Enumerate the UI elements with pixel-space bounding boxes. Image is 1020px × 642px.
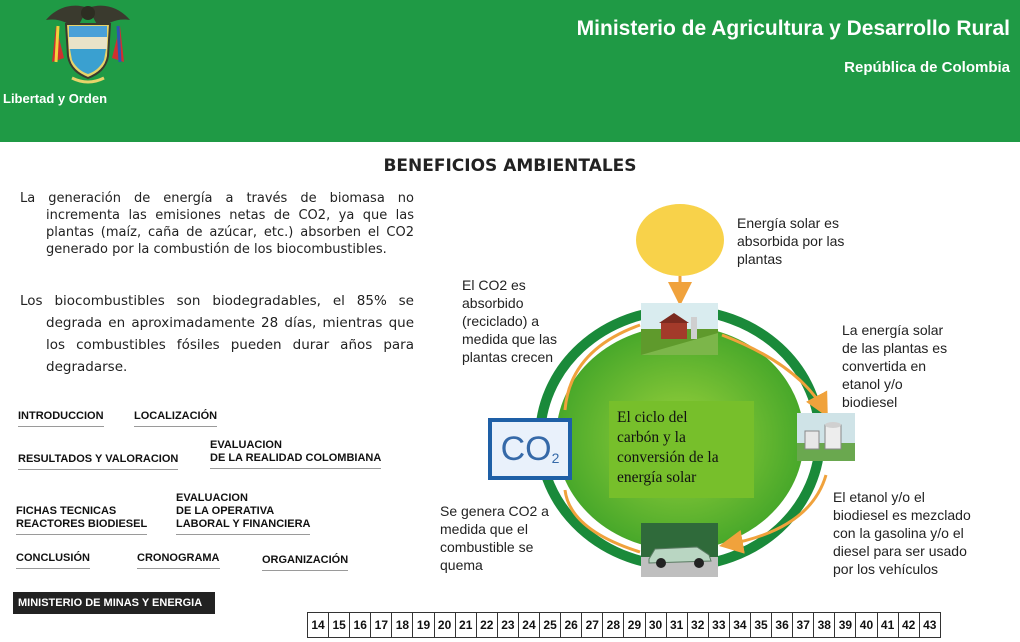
page-number-link[interactable]: 26 — [560, 612, 582, 638]
label-line: quema — [440, 557, 483, 573]
page-number-link[interactable]: 34 — [729, 612, 751, 638]
page-number-link[interactable]: 25 — [539, 612, 561, 638]
sun-circle — [636, 204, 724, 276]
nav-label: EVALUACION — [176, 492, 248, 504]
page-number-strip — [308, 612, 941, 638]
page-number-link[interactable]: 29 — [623, 612, 645, 638]
label-line: (reciclado) a — [462, 313, 540, 329]
page-number-link[interactable]: 19 — [412, 612, 434, 638]
header-banner — [0, 0, 1020, 142]
label-line: biodiesel es mezclado — [833, 507, 971, 523]
center-line: conversión de la — [617, 449, 719, 466]
label-line: medida que el — [440, 521, 528, 537]
label-line: biodiesel — [842, 394, 898, 410]
page-number-link[interactable]: 16 — [349, 612, 371, 638]
coat-of-arms-icon — [42, 2, 134, 84]
label-line: absorbido — [462, 295, 524, 311]
page-number-link[interactable]: 20 — [434, 612, 456, 638]
label-line: con la gasolina y/o el — [833, 525, 964, 541]
page-number-link[interactable]: 41 — [877, 612, 899, 638]
page-number-link[interactable]: 35 — [750, 612, 772, 638]
label-line: convertida en — [842, 358, 927, 374]
page-number-link[interactable]: 32 — [687, 612, 709, 638]
label-co2-generated — [440, 502, 549, 574]
label-line: Se genera CO2 a — [440, 503, 549, 519]
label-line: Energía solar es — [737, 215, 839, 231]
label-solar — [737, 214, 844, 268]
page-number-link[interactable]: 17 — [370, 612, 392, 638]
refinery-image — [797, 413, 855, 461]
label-line: combustible se — [440, 539, 534, 555]
republic-subtitle: República de Colombia — [844, 59, 1010, 76]
label-line: absorbida por las — [737, 233, 845, 249]
nav-label: LABORAL Y FINANCIERA — [176, 518, 311, 530]
label-ethanol-mixed — [833, 488, 971, 578]
page-number-link[interactable]: 31 — [666, 612, 688, 638]
page-number-link[interactable]: 38 — [813, 612, 835, 638]
center-line: energía solar — [617, 469, 697, 486]
label-line: La energía solar — [842, 322, 944, 338]
label-line: diesel para ser usado — [833, 543, 967, 559]
co2-badge-sub: 2 — [551, 450, 560, 466]
nav-localizacion[interactable]: LOCALIZACIÓN — [134, 410, 217, 427]
paragraph-biodegradable: Los biocombustibles son biodegradables, el 85% se degrada en aproximadamente 28 días, mientras que los combustibles fósiles pueden durar años para degradarse. — [20, 293, 414, 375]
page-number-link[interactable]: 30 — [645, 612, 667, 638]
nav-evaluacion-realidad[interactable] — [210, 439, 381, 469]
car-image — [641, 523, 718, 577]
motto-text: Libertad y Orden — [3, 91, 108, 106]
label-line: medida que las — [462, 331, 557, 347]
center-line: carbón y la — [617, 429, 686, 446]
page-number-link[interactable]: 42 — [898, 612, 920, 638]
page-number-link[interactable]: 36 — [771, 612, 793, 638]
label-energy-converted — [842, 321, 947, 411]
label-line: plantas crecen — [462, 349, 554, 365]
page-number-link[interactable]: 15 — [328, 612, 350, 638]
nav-label: DE LA REALIDAD COLOMBIANA — [210, 452, 382, 464]
nav-organizacion[interactable]: ORGANIZACIÓN — [262, 554, 348, 571]
co2-badge — [488, 418, 572, 480]
center-line: El ciclo del — [617, 409, 688, 426]
nav-evaluacion-operativa[interactable] — [176, 492, 310, 535]
page-number-link[interactable]: 21 — [455, 612, 477, 638]
page-number-link[interactable]: 27 — [581, 612, 603, 638]
page-number-link[interactable]: 39 — [834, 612, 856, 638]
page-number-link[interactable]: 40 — [855, 612, 877, 638]
page-number-link[interactable]: 22 — [476, 612, 498, 638]
co2-badge-text: CO — [500, 429, 552, 468]
farm-image — [641, 303, 718, 355]
label-co2-absorbed — [462, 276, 557, 366]
label-line: por los vehículos — [833, 561, 939, 577]
nav-label: FICHAS TECNICAS — [16, 505, 117, 517]
page-number-link[interactable]: 43 — [919, 612, 941, 638]
page-number-link[interactable]: 24 — [518, 612, 540, 638]
label-line: etanol y/o — [842, 376, 903, 392]
paragraph-biomass: La generación de energía a través de biomasa no incrementa las emisiones netas de CO2, ya que las plantas (maíz, caña de azúcar, etc.) absorben el CO2 generado por la combustión de los biocombustibles. — [20, 191, 414, 257]
cycle-center-label — [609, 401, 754, 498]
nav-conclusion[interactable]: CONCLUSIÓN — [16, 552, 90, 569]
label-line: de las plantas es — [842, 340, 948, 356]
page-number-link[interactable]: 33 — [708, 612, 730, 638]
nav-introduccion[interactable]: INTRODUCCION — [18, 410, 104, 427]
page-title: BENEFICIOS AMBIENTALES — [383, 156, 637, 176]
label-line: El CO2 es — [462, 277, 526, 293]
nav-resultados[interactable]: RESULTADOS Y VALORACION — [18, 453, 178, 470]
nav-label: EVALUACION — [210, 439, 282, 451]
page-number-link[interactable]: 23 — [497, 612, 519, 638]
page-number-link[interactable]: 14 — [307, 612, 329, 638]
label-line: El etanol y/o el — [833, 489, 925, 505]
page-number-link[interactable]: 18 — [391, 612, 413, 638]
nav-cronograma[interactable]: CRONOGRAMA — [137, 552, 220, 569]
page-number-link[interactable]: 28 — [602, 612, 624, 638]
nav-ministerio-minas[interactable]: MINISTERIO DE MINAS Y ENERGIA — [13, 592, 215, 614]
nav-label: DE LA OPERATIVA — [176, 505, 275, 517]
nav-label: REACTORES BIODIESEL — [16, 518, 148, 530]
page-number-link[interactable]: 37 — [792, 612, 814, 638]
ministry-title: Ministerio de Agricultura y Desarrollo Rural — [576, 17, 1010, 40]
nav-fichas-tecnicas[interactable] — [16, 505, 147, 535]
label-line: plantas — [737, 251, 783, 267]
